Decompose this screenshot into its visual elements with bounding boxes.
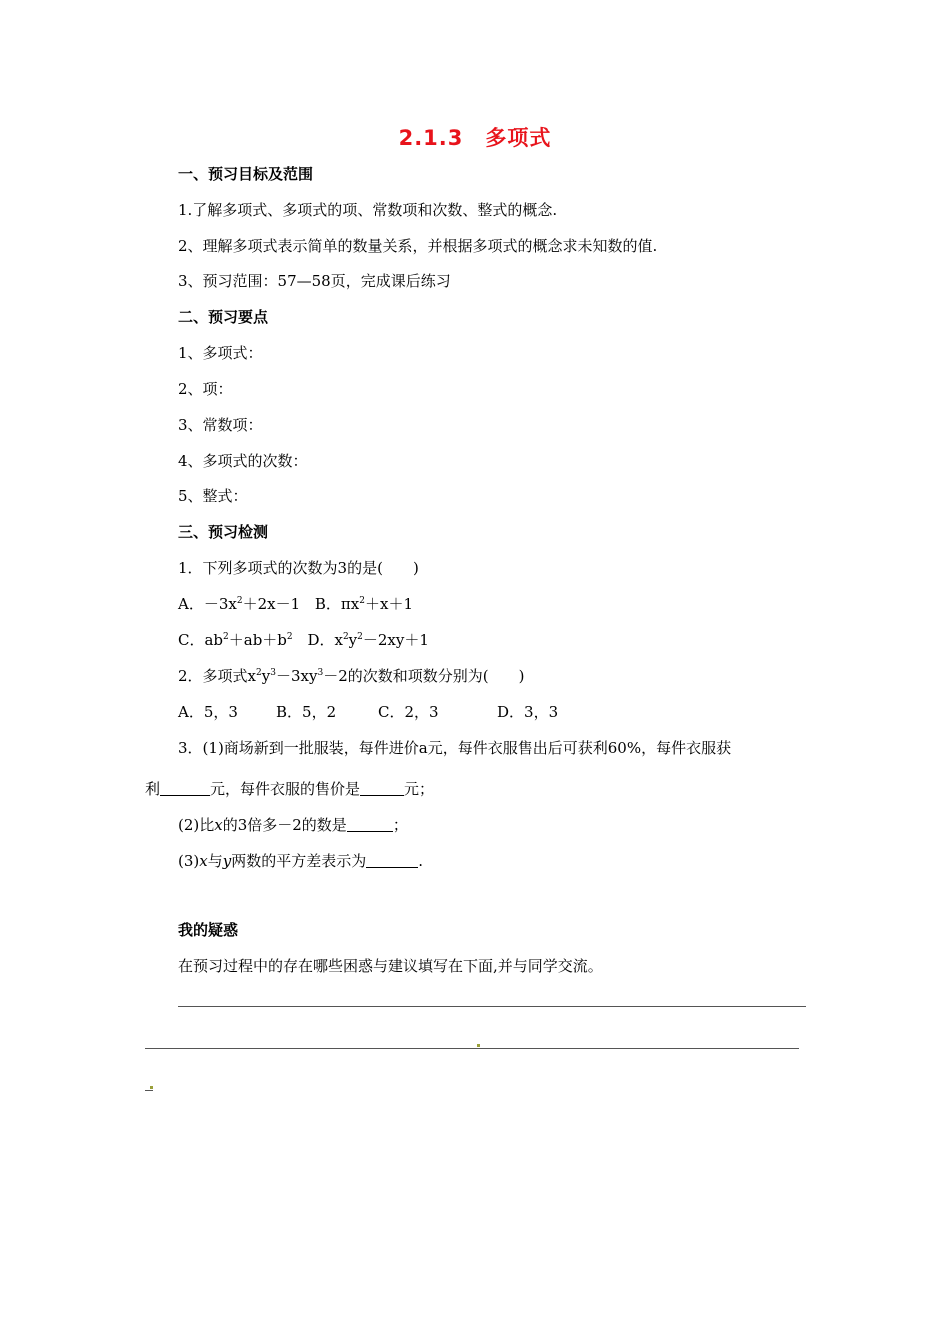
section1-heading: 一、预习目标及范围 (178, 165, 314, 183)
option-d: D．$x^2y^2-2xy+1$ (307, 631, 429, 649)
section1-item-3: 3、预习范围：57—58页，完成课后练习 (178, 272, 451, 290)
question-3-part-1-cont: 利 元，每件衣服的售价是 元； (145, 780, 435, 798)
answer-blank[interactable] (160, 781, 210, 796)
question-2-stem: 2．多项式$x^2y^3-3xy^3-2$的次数和项数分别为( ) (178, 667, 525, 685)
section2-item-2: 2、项： (178, 380, 233, 398)
stray-mark (150, 1086, 153, 1089)
question-2-option-c: C．2，3 (378, 703, 439, 721)
page-title: 2.1.3 多项式 (398, 126, 552, 150)
answer-blank[interactable] (360, 781, 404, 796)
option-a: A．$-3x^2+2x-1$ (178, 595, 301, 613)
section1-item-1: 1.了解多项式、多项式的项、常数项和次数、整式的概念. (178, 201, 558, 219)
section1-item-2: 2、理解多项式表示简单的数量关系，并根据多项式的概念求未知数的值. (178, 237, 658, 255)
section2-item-3: 3、常数项： (178, 416, 263, 434)
question-1-options-ab (178, 594, 413, 614)
option-b: B．$\pi x^2+x+1$ (314, 595, 413, 613)
question-2-option-b: B．5，2 (276, 703, 337, 721)
question-3-part-2: (2)比x的3倍多－2的数是 ； (178, 816, 408, 834)
section2-item-5: 5、整式： (178, 487, 248, 505)
section2-item-4: 4、多项式的次数： (178, 452, 308, 470)
answer-blank[interactable] (366, 853, 418, 868)
answer-line[interactable] (145, 1048, 799, 1049)
question-3-part-3: (3)x与y两数的平方差表示为 . (178, 852, 424, 870)
doubts-text: 在预习过程中的存在哪些困惑与建议填写在下面,并与同学交流。 (178, 957, 603, 975)
question-1-stem: 1．下列多项式的次数为3的是( ) (178, 559, 419, 577)
answer-blank[interactable] (347, 817, 393, 832)
question-2-option-a: A．5，3 (178, 703, 238, 721)
stray-mark (477, 1044, 480, 1047)
section3-heading: 三、预习检测 (178, 523, 269, 541)
option-c: C．$ab^2+ab+b^2$ (178, 631, 293, 649)
section2-heading: 二、预习要点 (178, 308, 269, 326)
question-1-options-cd (178, 630, 429, 650)
question-3-part-1: 3．(1)商场新到一批服装，每件进价a元，每件衣服售出后可获利60%，每件衣服获 (178, 739, 732, 757)
section2-item-1: 1、多项式： (178, 344, 263, 362)
answer-line[interactable] (178, 1006, 806, 1007)
doubts-heading: 我的疑惑 (178, 921, 239, 939)
answer-line[interactable] (145, 1090, 153, 1091)
question-2-option-d: D．3，3 (497, 703, 559, 721)
